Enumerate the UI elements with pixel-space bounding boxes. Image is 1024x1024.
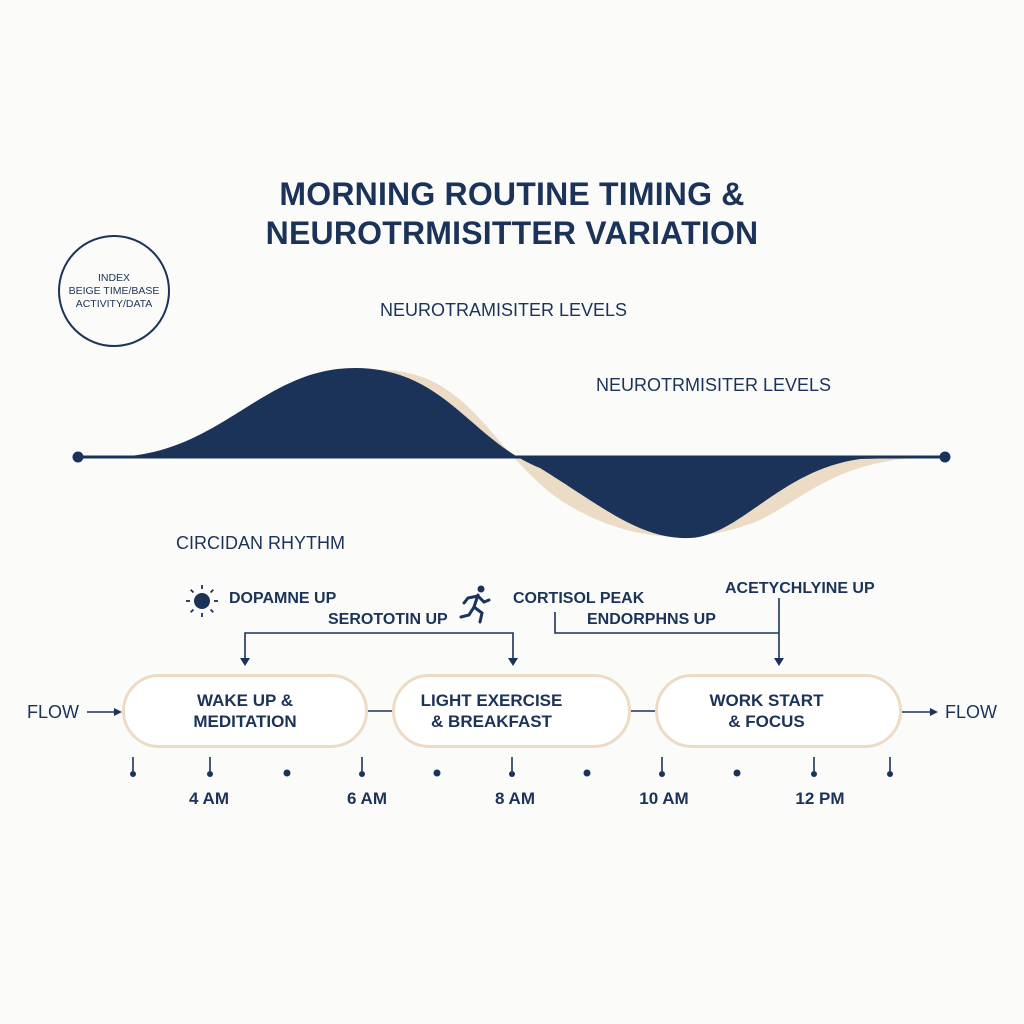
circadian-rhythm-label: CIRCIDAN RHYTHM: [176, 533, 345, 553]
arrow-to-work: [774, 658, 784, 666]
timeline-tick-dot: [811, 771, 817, 777]
arrow-to-exercise: [508, 658, 518, 666]
flow-in-label: FLOW: [27, 702, 79, 722]
baseline-end-dot: [940, 452, 951, 463]
title-line-2: NEUROTRMISITTER VARIATION: [265, 215, 759, 251]
activity-label: WAKE UP & MEDITATION: [193, 691, 297, 731]
runner-icon: [461, 586, 489, 623]
timeline-tick-dot: [887, 771, 893, 777]
event-acetylcholine: ACETYCHLYINE UP: [725, 580, 875, 597]
serotonin-bracket: [245, 633, 513, 660]
time-label-6am: 6 AM: [347, 789, 387, 808]
navy-wave: [110, 368, 940, 538]
wave-label-right: NEUROTRMISITER LEVELS: [596, 375, 832, 395]
timeline-tick-dot: [659, 771, 665, 777]
index-line-activity: ACTIVITY/DATA: [75, 297, 153, 310]
arrow-to-wake: [240, 658, 250, 666]
baseline-start-dot: [73, 452, 84, 463]
activity-exercise-breakfast: [392, 674, 631, 748]
flow-out-label: FLOW: [945, 702, 997, 722]
flow-out-arrowhead: [930, 708, 938, 716]
sun-icon: [186, 585, 218, 617]
timeline-dot: [284, 770, 291, 777]
wave-label-top: NEUROTRAMISITER LEVELS: [380, 300, 628, 320]
event-endorphins: ENDORPHNS UP: [587, 611, 716, 628]
activity-wake-meditation: [122, 674, 368, 748]
timeline-dot: [584, 770, 591, 777]
timeline-tick-dot: [509, 771, 515, 777]
title-line-1: MORNING ROUTINE TIMING &: [279, 176, 745, 212]
timeline-dot: [734, 770, 741, 777]
timeline-dot: [434, 770, 441, 777]
event-dopamine: DOPAMNE UP: [229, 590, 337, 607]
time-label-10am: 10 AM: [639, 789, 689, 808]
index-line-beige: BEIGE TIME/BASE: [68, 284, 160, 297]
timeline-ticks: [130, 757, 893, 777]
activity-work-focus: [655, 674, 902, 748]
activity-label: LIGHT EXERCISE & BREAKFAST: [420, 691, 563, 731]
event-cortisol: CORTISOL PEAK: [513, 590, 645, 607]
timeline-tick-dot: [207, 771, 213, 777]
activity-label: WORK START & FOCUS: [709, 691, 824, 731]
time-label-12pm: 12 PM: [795, 789, 845, 808]
index-title: INDEX: [97, 271, 131, 284]
timeline-tick-dot: [130, 771, 136, 777]
event-serotonin: SEROTOTIN UP: [328, 611, 448, 628]
time-label-8am: 8 AM: [495, 789, 535, 808]
flow-in-arrowhead: [114, 708, 122, 716]
time-label-4am: 4 AM: [189, 789, 229, 808]
timeline-tick-dot: [359, 771, 365, 777]
